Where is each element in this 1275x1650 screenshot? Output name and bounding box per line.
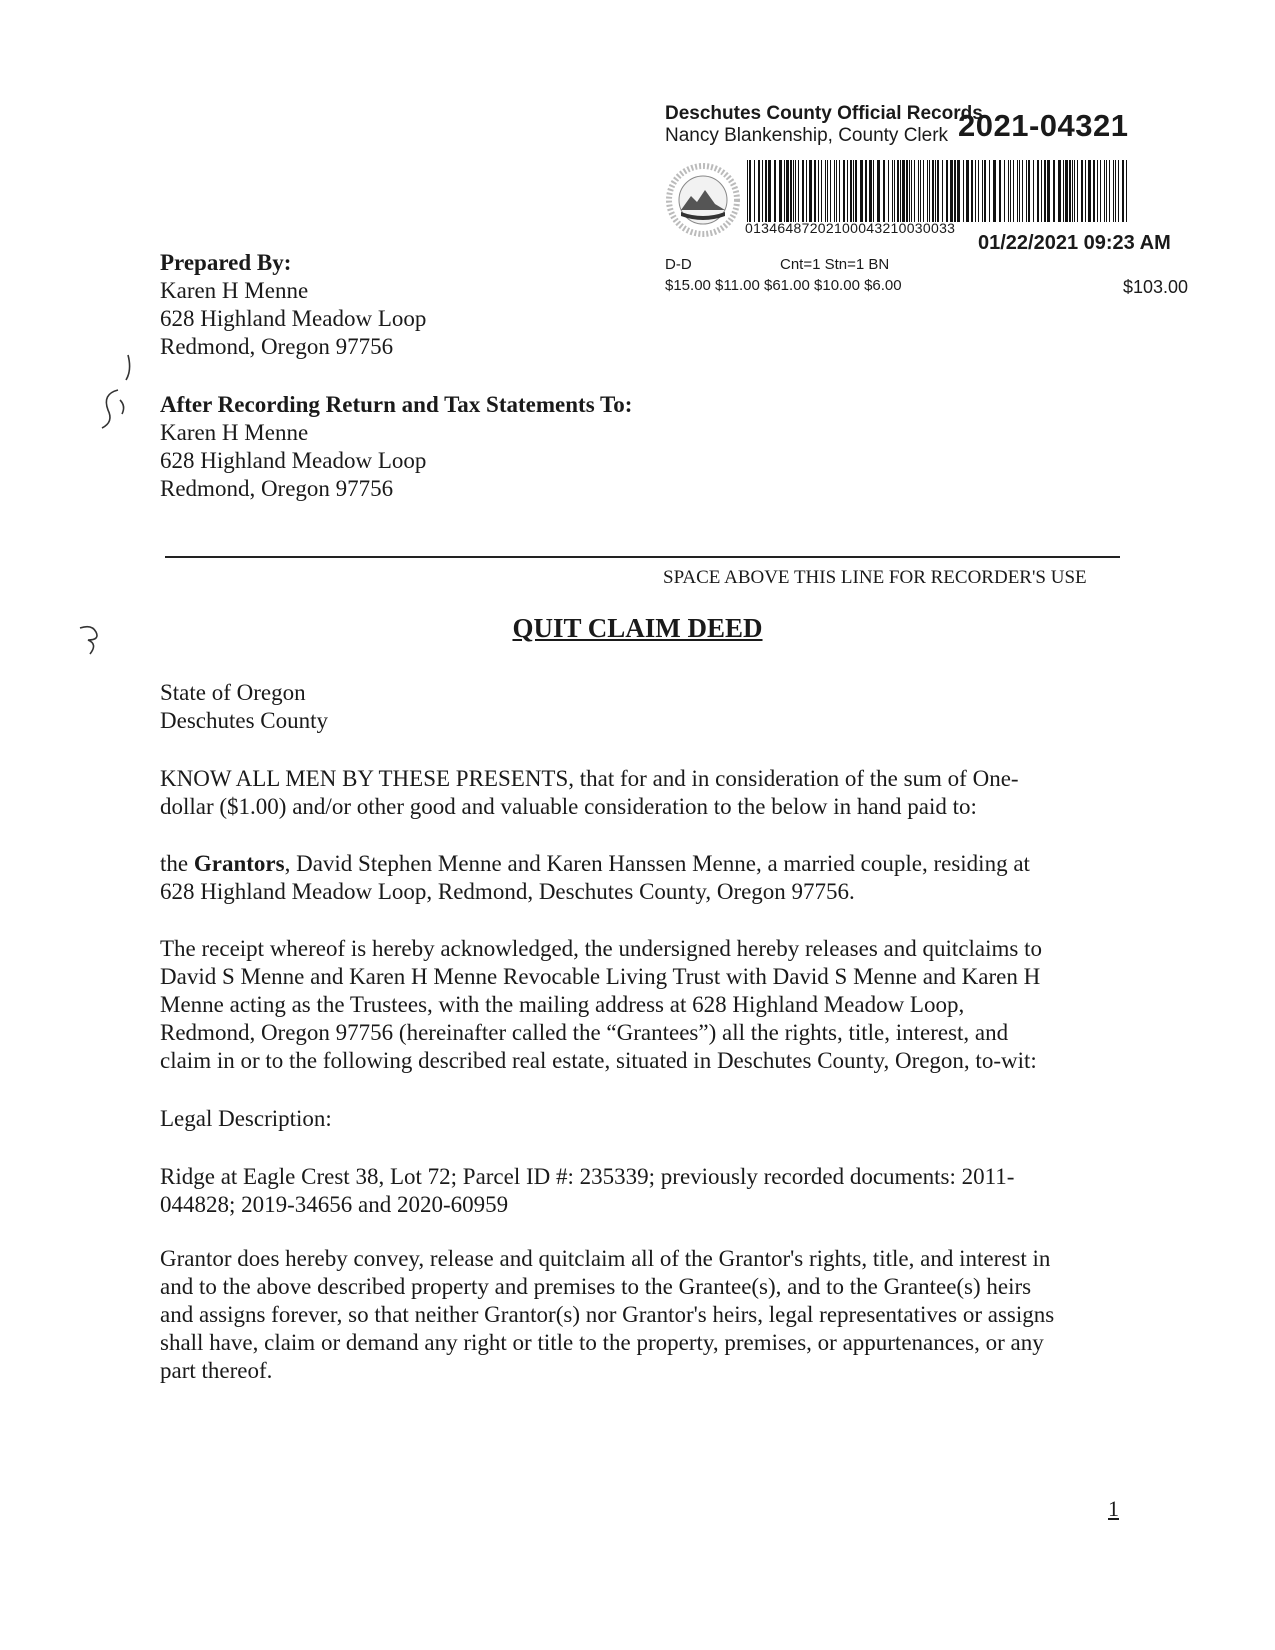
paragraph-line: part thereof.: [160, 1358, 273, 1383]
recorder-divider: [165, 556, 1120, 558]
paragraph-line: and assigns forever, so that neither Grantor(s) nor Grantor's heirs, legal representatives or assigns: [160, 1302, 1055, 1327]
barcode-bar: [873, 160, 874, 222]
county-line: Deschutes County: [160, 708, 329, 733]
recorder-office: Deschutes County Official Records: [665, 103, 983, 124]
barcode-bar: [929, 160, 930, 222]
barcode-bar: [1065, 160, 1068, 222]
barcode-bar: [865, 160, 867, 222]
recorder-space-note: SPACE ABOVE THIS LINE FOR RECORDER'S USE: [663, 567, 1087, 588]
barcode-bar: [897, 160, 899, 222]
barcode-bar: [1019, 160, 1020, 222]
barcode-bar: [762, 160, 763, 222]
barcode-bar: [806, 160, 807, 222]
barcode-bar: [839, 160, 840, 222]
barcode-bar: [1085, 160, 1086, 222]
barcode-bar: [1106, 160, 1107, 222]
barcode-bar: [855, 160, 857, 222]
barcode-bar: [963, 160, 964, 222]
barcode-bar: [793, 160, 794, 222]
return-to-heading: After Recording Return and Tax Statements To:: [160, 392, 633, 417]
barcode-bar: [1033, 160, 1034, 222]
barcode-bar: [1017, 160, 1018, 222]
prepared-by-block: [160, 249, 426, 361]
barcode-bar: [914, 160, 915, 222]
paragraph-line: Redmond, Oregon 97756 (hereinafter called the “Grantees”) all the rights, title, interest, and: [160, 1020, 1009, 1045]
paragraph-line: Grantor does hereby convey, release and quitclaim all of the Grantor's rights, title, and interest in: [160, 1246, 1051, 1271]
barcode-bar: [1041, 160, 1042, 222]
barcode-bar: [1022, 160, 1023, 222]
barcode-bar: [809, 160, 812, 222]
document-type-code: D-D: [665, 256, 692, 273]
barcode-bar: [946, 160, 948, 222]
barcode-bar: [1097, 160, 1098, 222]
barcode-bar: [982, 160, 983, 222]
recording-total: $103.00: [1123, 277, 1189, 297]
barcode-bar: [942, 160, 943, 222]
prepared-by-street: 628 Highland Meadow Loop: [160, 306, 427, 331]
paragraph-line: The receipt whereof is hereby acknowledged, the undersigned hereby releases and quitclaims to: [160, 936, 1042, 961]
barcode-bar: [923, 160, 924, 222]
barcode-bar: [971, 160, 973, 222]
barcode-bar: [935, 160, 936, 222]
barcode-bar: [932, 160, 934, 222]
barcode-bar: [802, 160, 804, 222]
barcode-bar: [1115, 160, 1116, 222]
barcode-bar: [918, 160, 919, 222]
barcode-bar: [1069, 160, 1071, 222]
barcode-bar: [1058, 160, 1061, 222]
barcode-bar: [853, 160, 854, 222]
barcode-bar: [883, 160, 885, 222]
barcode-bar: [827, 160, 828, 222]
barcode-bar: [1074, 160, 1075, 222]
recording-fees: $15.00 $11.00 $61.00 $10.00 $6.00: [665, 277, 902, 294]
barcode-bar: [795, 160, 796, 222]
barcode-bar: [749, 160, 751, 222]
return-to-name: Karen H Menne: [160, 420, 309, 445]
barcode-bar: [768, 160, 771, 222]
barcode-bar: [993, 160, 996, 222]
barcode-bar: [989, 160, 990, 222]
barcode-bar: [1044, 160, 1046, 222]
barcode-bar: [957, 160, 960, 222]
consideration-paragraph: [160, 765, 1140, 821]
barcode-bar: [798, 160, 799, 222]
barcode-bar: [765, 160, 767, 222]
barcode-bar: [892, 160, 893, 222]
paragraph-line: David S Menne and Karen H Menne Revocable Living Trust with David S Menne and Karen H: [160, 964, 1041, 989]
barcode-bar: [1053, 160, 1055, 222]
barcode-icon: [745, 160, 1133, 222]
barcode-bar: [1010, 160, 1011, 222]
barcode-bar: [911, 160, 912, 222]
page-number: 1: [1108, 1496, 1119, 1521]
return-to-city: Redmond, Oregon 97756: [160, 476, 394, 501]
barcode-bar: [1072, 160, 1073, 222]
barcode-bar: [1122, 160, 1124, 222]
barcode-bar: [902, 160, 905, 222]
recorder-clerk: Nancy Blankenship, County Clerk: [665, 125, 949, 146]
barcode-bar: [774, 160, 776, 222]
barcode-bar: [818, 160, 819, 222]
paragraph-line: claim in or to the following described real estate, situated in Deschutes County, Oregon, to-wit:: [160, 1048, 1037, 1073]
barcode-bar: [888, 160, 889, 222]
barcode-bar: [954, 160, 956, 222]
barcode-bar: [834, 160, 835, 222]
barcode-bar: [1077, 160, 1078, 222]
barcode-bar: [747, 160, 748, 222]
barcode-bar: [1081, 160, 1083, 222]
barcode-bar: [847, 160, 848, 222]
barcode-bar: [966, 160, 969, 222]
barcode-bar: [1028, 160, 1030, 222]
barcode-bar: [999, 160, 1001, 222]
grantors-paragraph: [160, 850, 1140, 906]
paragraph-line: 044828; 2019-34656 and 2020-60959: [160, 1192, 509, 1217]
barcode-digits: 01346487202100043210030033: [745, 220, 956, 236]
barcode-bar: [1126, 160, 1127, 222]
barcode-bar: [821, 160, 822, 222]
barcode-bar: [1113, 160, 1114, 222]
barcode-bar: [1063, 160, 1064, 222]
paragraph-line: 628 Highland Meadow Loop, Redmond, Deschutes County, Oregon 97756.: [160, 879, 855, 904]
barcode-bar: [830, 160, 831, 222]
paragraph-line: shall have, claim or demand any right or title to the property, premises, or appurtenances, or any: [160, 1330, 1044, 1355]
barcode-bar: [877, 160, 880, 222]
paragraph-line: Ridge at Eagle Crest 38, Lot 72; Parcel ID #: 235339; previously recorded documents: 2011-: [160, 1164, 1015, 1189]
barcode-bar: [786, 160, 789, 222]
handwritten-initials: [88, 350, 138, 440]
paragraph-line: [160, 850, 1140, 878]
barcode-bar: [784, 160, 785, 222]
barcode-bar: [814, 160, 816, 222]
grantees-paragraph: [160, 935, 1140, 1075]
paragraph-line: dollar ($1.00) and/or other good and valuable consideration to the below in hand paid to:: [160, 794, 977, 819]
barcode-bar: [1104, 160, 1105, 222]
barcode-bar: [909, 160, 910, 222]
barcode-bar: [906, 160, 908, 222]
prepared-by-heading: Prepared By:: [160, 250, 292, 275]
paragraph-line: and to the above described property and premises to the Grantee(s), and to the Grantee(s) heirs: [160, 1274, 1032, 1299]
state-county-block: [160, 679, 1140, 735]
barcode-bar: [850, 160, 852, 222]
paragraph-line: Menne acting as the Trustees, with the mailing address at 628 Highland Meadow Loop,: [160, 992, 965, 1017]
barcode-bar: [860, 160, 863, 222]
county-seal-icon: [663, 160, 743, 240]
barcode-bar: [1100, 160, 1101, 222]
grantors-label: Grantors: [193, 851, 285, 876]
barcode-bar: [1004, 160, 1005, 222]
barcode-bar: [790, 160, 792, 222]
barcode-bar: [1088, 160, 1091, 222]
barcode-bar: [927, 160, 928, 222]
return-to-block: [160, 391, 632, 503]
legal-label-text: Legal Description:: [160, 1106, 332, 1131]
prepared-by-city: Redmond, Oregon 97756: [160, 334, 394, 359]
barcode-bar: [1026, 160, 1027, 222]
prepared-by-name: Karen H Menne: [160, 278, 309, 303]
barcode-bar: [1008, 160, 1009, 222]
recording-datetime: 01/22/2021 09:23 AM: [978, 232, 1171, 254]
return-to-street: 628 Highland Meadow Loop: [160, 448, 427, 473]
paragraph-line: KNOW ALL MEN BY THESE PRESENTS, that for and in consideration of the sum of One-: [160, 766, 1019, 791]
barcode-bar: [937, 160, 939, 222]
barcode-bar: [869, 160, 872, 222]
barcode-bar: [1037, 160, 1039, 222]
barcode-bar: [843, 160, 845, 222]
barcode-bar: [984, 160, 986, 222]
barcode-bar: [1093, 160, 1095, 222]
barcode-bar: [754, 160, 755, 222]
barcode-bar: [975, 160, 976, 222]
barcode-bar: [1013, 160, 1014, 222]
barcode-bar: [950, 160, 953, 222]
barcode-bar: [758, 160, 760, 222]
legal-description-label: [160, 1105, 1140, 1133]
conveyance-paragraph: [160, 1245, 1140, 1385]
state-line: State of Oregon: [160, 680, 306, 705]
barcode-bar: [978, 160, 979, 222]
barcode-bar: [900, 160, 901, 222]
barcode-bar: [836, 160, 837, 222]
recording-counts: Cnt=1 Stn=1 BN: [780, 256, 890, 273]
barcode-bar: [779, 160, 782, 222]
barcode-bar: [920, 160, 921, 222]
barcode-bar: [1109, 160, 1110, 222]
barcode-bar: [1047, 160, 1050, 222]
record-number: 2021-04321: [958, 108, 1129, 143]
legal-description-text: [160, 1163, 1140, 1219]
barcode-bar: [825, 160, 826, 222]
grantors-prefix: the: [160, 851, 194, 876]
barcode-bar: [1118, 160, 1119, 222]
barcode-bar: [894, 160, 895, 222]
document-title: QUIT CLAIM DEED: [512, 613, 763, 643]
grantors-names: , David Stephen Menne and Karen Hanssen Menne, a married couple, residing at: [284, 851, 1030, 876]
